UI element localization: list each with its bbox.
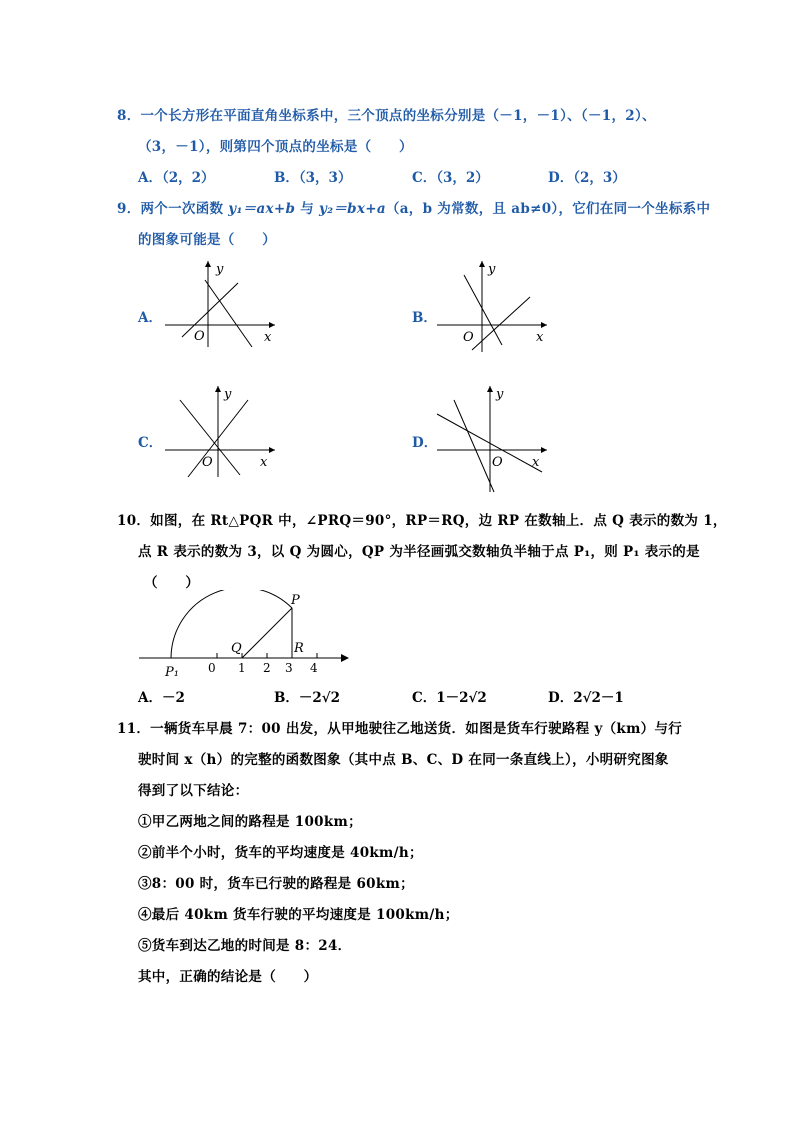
- x-axis-arrow: [541, 322, 547, 328]
- q9-graph-c: [160, 380, 280, 480]
- y-axis-arrow: [205, 261, 211, 267]
- label-p1: P₁: [165, 665, 179, 680]
- y-axis-arrow: [487, 386, 493, 392]
- y-label: y: [488, 262, 496, 277]
- q11-line3: 得到了以下结论：: [138, 783, 249, 799]
- q10-figure: [135, 590, 355, 680]
- q11-item-2: ②前半个小时，货车的平均速度是 40km/h；: [138, 845, 423, 861]
- q10-option-d: D．2√2－1: [548, 690, 624, 706]
- x-axis-arrow: [541, 447, 547, 453]
- q10-line2: 点 R 表示的数为 3，以 Q 为圆心，QP 为半径画弧交数轴负半轴于点 P₁，则 P₁ 表示的是: [138, 544, 700, 560]
- number-line-arrow: [341, 654, 349, 662]
- y-axis-arrow: [215, 386, 221, 392]
- q9-graph-b: [432, 255, 552, 355]
- x-label: x: [260, 455, 268, 470]
- label-p: P: [291, 593, 300, 608]
- y-label: y: [216, 262, 224, 277]
- origin-label: O: [463, 330, 474, 345]
- q8-option-a: A．（2，2）: [138, 170, 215, 186]
- tick-label-4: 4: [310, 661, 318, 675]
- q10-line3: （ ）: [144, 575, 200, 591]
- x-label: x: [264, 330, 272, 345]
- x-label: x: [532, 455, 540, 470]
- line-1: [454, 400, 494, 492]
- q9-label-c: C．: [138, 435, 163, 451]
- q8-option-b: B．（3，3）: [274, 170, 352, 186]
- q8-option-c: C．（3，2）: [412, 170, 489, 186]
- q8-line2: （3，－1），则第四个顶点的坐标是（ ）: [138, 139, 413, 155]
- q9-function-2: y₂＝bx+a: [319, 201, 386, 217]
- q11-item-3: ③8：00 时，货车已行驶的路程是 60km；: [138, 876, 414, 892]
- q9-line1-text-b: 与: [295, 201, 320, 217]
- y-label: y: [224, 387, 232, 402]
- q10-option-b: B．－2√2: [274, 690, 341, 706]
- q8-option-d: D．（2，3）: [548, 170, 626, 186]
- tick-label-2: 2: [263, 661, 271, 675]
- tick-label-0: 0: [208, 661, 216, 675]
- q9-function-1: y₁＝ax+b: [228, 201, 296, 217]
- q9-line1-text-a: 9．两个一次函数: [117, 201, 229, 217]
- q9-graph-a: [160, 255, 280, 350]
- tick-label-3: 3: [285, 661, 293, 675]
- tick-label-1: 1: [238, 661, 246, 675]
- q11-item-4: ④最后 40km 货车行驶的平均速度是 100km/h；: [138, 907, 459, 923]
- q9-line1: [117, 197, 710, 217]
- q11-line1: 11．一辆货车早晨 7：00 出发，从甲地驶往乙地送货．如图是货车行驶路程 y（km）与行: [117, 721, 683, 737]
- line-2: [205, 280, 252, 347]
- origin-label: O: [202, 455, 213, 470]
- q9-label-b: B．: [412, 310, 437, 326]
- label-q: Q: [231, 641, 242, 656]
- x-label: x: [536, 330, 544, 345]
- q10-line1: 10．如图，在 Rt△PQR 中，∠PRQ＝90°，RP＝RQ，边 RP 在数轴上．点 Q 表示的数为 1，: [117, 513, 727, 529]
- q10-option-c: C．1－2√2: [412, 690, 487, 706]
- origin-label: O: [492, 455, 503, 470]
- q11-item-5: ⑤货车到达乙地的时间是 8：24．: [138, 938, 352, 954]
- y-label: y: [496, 387, 504, 402]
- segment-qp: [242, 608, 292, 658]
- q9-line2: 的图象可能是（ ）: [138, 232, 276, 248]
- origin-label: O: [194, 329, 205, 344]
- q11-closing: 其中，正确的结论是（ ）: [138, 969, 318, 985]
- x-axis-arrow: [269, 322, 275, 328]
- q9-label-d: D．: [412, 435, 438, 451]
- q9-label-a: A．: [138, 310, 162, 326]
- label-r: R: [294, 641, 304, 656]
- q11-item-1: ①甲乙两地之间的路程是 100km；: [138, 814, 362, 830]
- q9-graph-d: [432, 380, 552, 495]
- q11-line2: 驶时间 x（h）的完整的函数图象（其中点 B、C、D 在同一条直线上），小明研究图象: [138, 752, 669, 768]
- x-axis-arrow: [269, 447, 275, 453]
- line-1: [182, 283, 238, 337]
- y-axis-arrow: [479, 261, 485, 267]
- q8-line1: 8．一个长方形在平面直角坐标系中，三个顶点的坐标分别是（－1，－1）、（－1，2）、: [117, 108, 656, 124]
- q10-option-a: A．－2: [138, 690, 185, 706]
- q9-line1-text-c: （a，b 为常数，且 ab≠0），它们在同一个坐标系中: [385, 201, 711, 217]
